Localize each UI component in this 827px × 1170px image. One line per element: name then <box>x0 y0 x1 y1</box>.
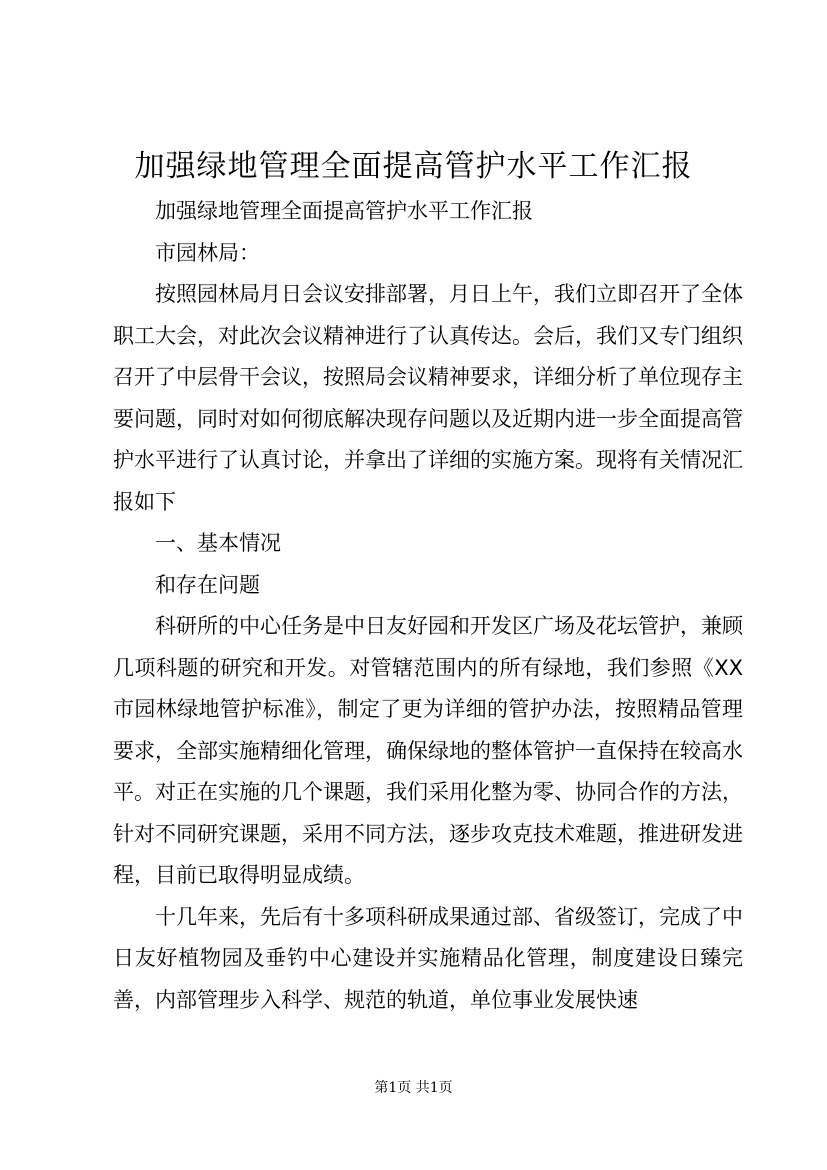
paragraph-institute-tasks: 科研所的中心任务是中日友好园和开发区广场及花坛管护，兼顾几项科题的研究和开发。对管辖范围内的所有绿地，我们参照《XX市园林绿地管护标准》，制定了更为详细的管护办法，按照精品管理要求，全部实施精细化管理，确保绿地的整体管护一直保持在较高水平。对正在实施的几个课题，我们采用化整为零、协同合作的方法，针对不同研究课题，采用不同方法，逐步攻克技术难题，推进研发进程，目前已取得明显成绩。 <box>113 614 743 887</box>
document-body <box>113 191 743 1021</box>
document-title: 加强绿地管理全面提高管护水平工作汇报 <box>134 149 693 184</box>
section-heading-basic: 一、基本情况 <box>155 531 281 555</box>
paragraph-achievements: 十几年来，先后有十多项科研成果通过部、省级签订，完成了中日友好植物园及垂钓中心建设并实施精品化管理，制度建设日臻完善，内部管理步入科学、规范的轨道，单位事业发展快速 <box>113 904 743 1012</box>
page-footer: 第1页 共1页 <box>374 1080 453 1096</box>
section-heading-problems: 和存在问题 <box>155 572 260 597</box>
paragraph-recipient: 市园林局： <box>155 240 260 265</box>
paragraph-intro: 按照园林局月日会议安排部署，月日上午，我们立即召开了全体职工大会，对此次会议精神进行了认真传达。会后，我们又专门组织召开了中层骨干会议，按照局会议精神要求，详细分析了单位现存主要问题，同时对如何彻底解决现存问题以及近期内进一步全面提高管护水平进行了认真讨论，并拿出了详细的实施方案。现将有关情况汇报如下 <box>113 282 743 514</box>
paragraph-heading-repeat: 加强绿地管理全面提高管护水平工作汇报 <box>155 199 533 223</box>
